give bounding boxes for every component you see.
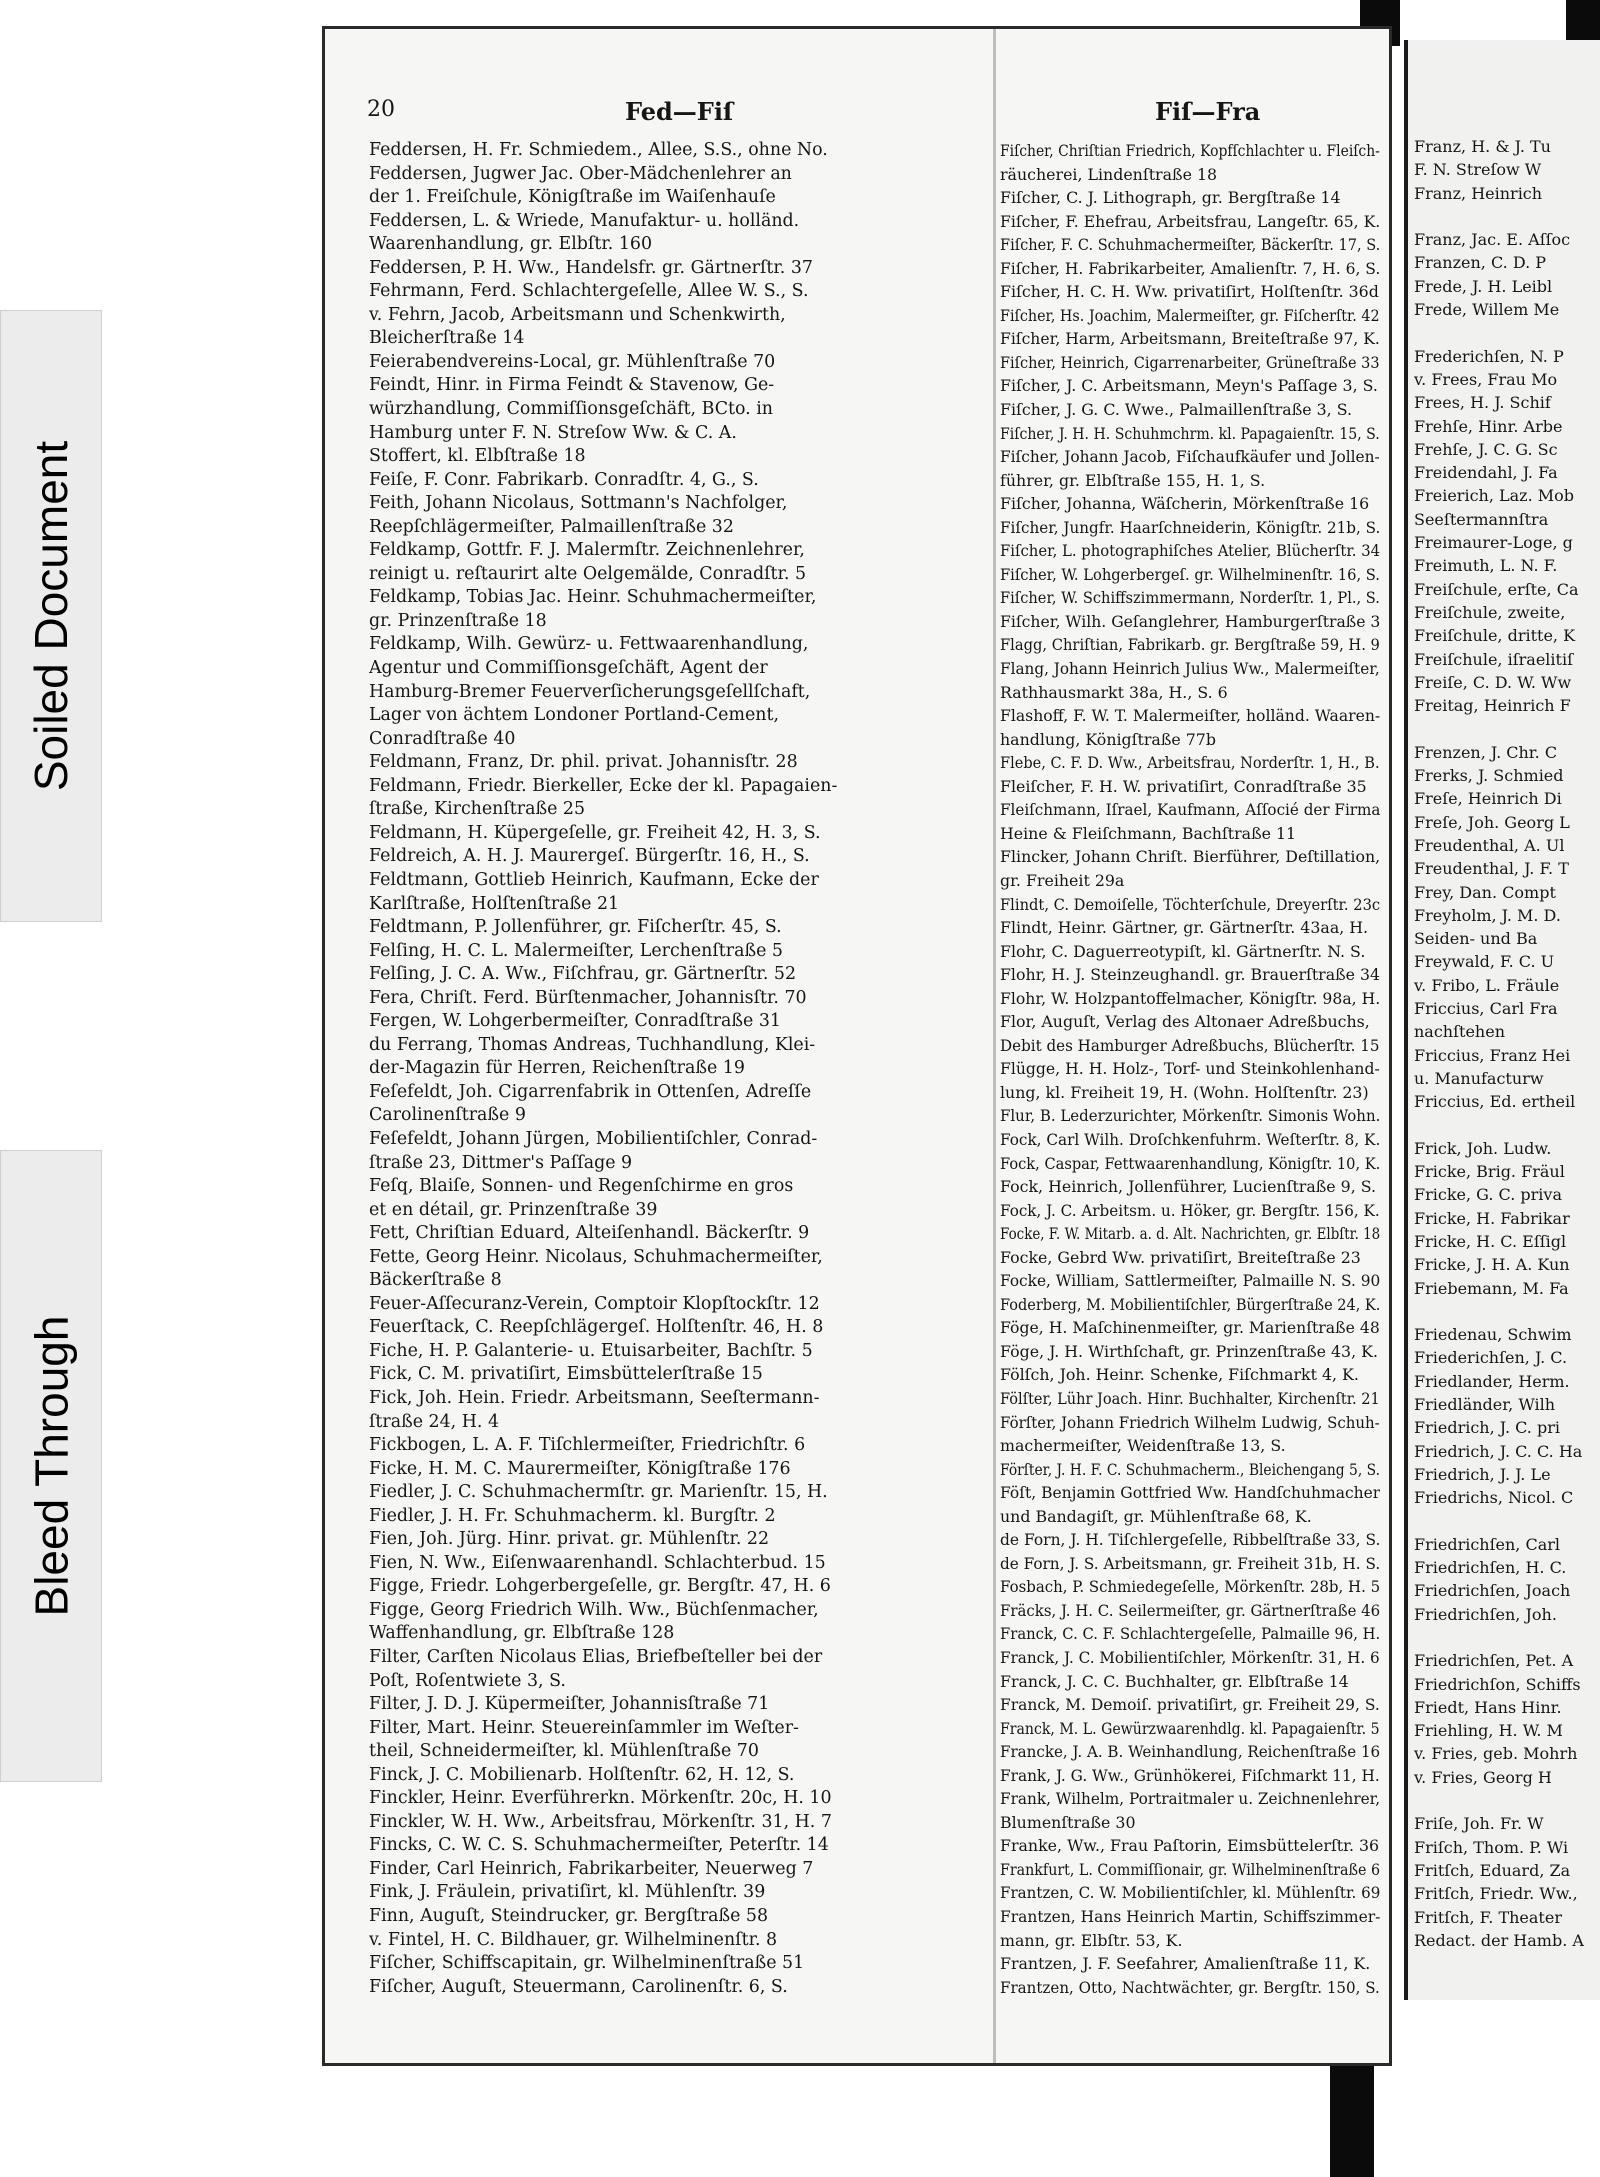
- directory-entry-line: Reepſchlägermeiſter, Palmaillenſtraße 32: [369, 516, 734, 537]
- directory-entry-line: Flashoff, F. W. T. Malermeiſter, holländ. Waaren-: [1000, 706, 1380, 726]
- directory-entry-line: de Forn, J. H. Tiſchlergeſelle, Ribbelſtraße 33, S.: [1000, 1530, 1380, 1550]
- directory-entry-line: Conradſtraße 40: [369, 728, 516, 749]
- directory-entry-line: et en détail, gr. Prinzenſtraße 39: [369, 1199, 658, 1220]
- directory-entry-line: Karlſtraße, Holſtenſtraße 21: [369, 893, 620, 914]
- directory-entry-line: Freyholm, J. M. D.: [1414, 905, 1561, 925]
- directory-entry-line: Franke, Ww., Frau Paſtorin, Eimsbüttelerſtr. 36: [1000, 1836, 1380, 1856]
- directory-entry-line: Fock, Heinrich, Jollenführer, Lucienſtraße 9, S.: [1000, 1177, 1377, 1197]
- directory-entry-line: Franck, J. C. Mobilientiſchler, Mörkenſtr. 31, H. 6: [1000, 1648, 1380, 1667]
- bleed-through-text: Bleed Through: [25, 1315, 77, 1617]
- directory-entry-line: der 1. Freiſchule, Königſtraße im Waiſenhauſe: [369, 187, 776, 208]
- directory-entry-line: Freierich, Laz. Mob: [1414, 486, 1575, 506]
- directory-entry-line: Fick, C. M. privatiſirt, Eimsbüttelerſtraße 15: [369, 1364, 763, 1385]
- directory-entry-line: und Bandagiſt, gr. Mühlenſtraße 68, K.: [1000, 1506, 1312, 1526]
- directory-entry-line: Stoffert, kl. Elbſtraße 18: [369, 446, 586, 467]
- directory-entry-line: [1414, 1510, 1600, 1533]
- directory-entry-line: lung, kl. Freiheit 19, H. (Wohn. Holſtenſtr. 23): [1000, 1082, 1369, 1102]
- directory-entry-line: Franz, Jac. E. Aſſoc: [1414, 230, 1571, 250]
- directory-entry-line: Fiſcher, F. Ehefrau, Arbeitsfrau, Langeſtr. 65, K.: [1000, 211, 1380, 231]
- directory-entry-line: Friedrichſen, H. C.: [1414, 1558, 1567, 1578]
- directory-entry-line: Freimuth, L. N. F.: [1414, 556, 1558, 576]
- directory-entry-line: [1414, 1113, 1600, 1136]
- directory-entry-line: Hamburg-Bremer Feuerverſicherungsgeſellſchaft,: [369, 681, 811, 702]
- directory-entry-line: Frantzen, J. F. Seefahrer, Amalienſtraße 11, K.: [1000, 1954, 1371, 1974]
- soiled-document-label: [0, 310, 102, 922]
- directory-entry-line: ſtraße, Kirchenſtraße 25: [369, 799, 586, 820]
- directory-entry-line: Fricke, H. C. Eſſigl: [1414, 1231, 1567, 1251]
- directory-entry-line: Fergen, W. Lohgerbermeiſter, Conradſtraße 31: [369, 1011, 781, 1032]
- directory-entry-line: [1414, 717, 1600, 740]
- directory-entry-line: Fien, Joh. Jürg. Hinr. privat. gr. Mühlenſtr. 22: [369, 1529, 770, 1550]
- directory-entry-line: Feldtmann, Gottlieb Heinrich, Kaufmann, Ecke der: [369, 869, 819, 890]
- directory-entry-line: Feddersen, P. H. Ww., Handelsfr. gr. Gärtnerſtr. 37: [369, 257, 813, 278]
- directory-entry-line: Fricke, Brig. Fräul: [1414, 1162, 1565, 1182]
- directory-entry-line: Fricke, G. C. priva: [1414, 1185, 1562, 1205]
- directory-entry-line: Feſefeldt, Johann Jürgen, Mobilientiſchler, Conrad-: [369, 1128, 818, 1149]
- directory-entry-line: Friccius, Carl Fra: [1414, 998, 1558, 1018]
- directory-entry-line: Fritſch, Eduard, Za: [1414, 1860, 1571, 1880]
- directory-entry-line: Fiſcher, Schiffscapitain, gr. Wilhelminenſtraße 51: [369, 1953, 805, 1974]
- directory-entry-line: Fiſcher, Harm, Arbeitsmann, Breiteſtraße 97, K.: [1000, 329, 1380, 349]
- directory-entry-line: Fink, J. Fräulein, privatiſirt, kl. Mühlenſtr. 39: [369, 1882, 766, 1903]
- directory-entry-line: Feldreich, A. H. J. Maurergeſ. Bürgerſtr. 16, H., S.: [369, 846, 810, 867]
- directory-entry-line: Freywald, F. C. U: [1414, 952, 1555, 972]
- directory-entry-line: Friedrich, J. J. Le: [1414, 1464, 1551, 1484]
- directory-entry-line: Fiſcher, W. Lohgerbergeſ. gr. Wilhelminenſtr. 16, S.: [1000, 564, 1380, 584]
- directory-entry-line: Fräcks, J. H. C. Seilermeiſter, gr. Gärtnerſtraße 46: [1000, 1600, 1380, 1620]
- directory-entry-line: der-Magazin für Herren, Reichenſtraße 19: [369, 1058, 745, 1079]
- directory-entry-line: Friedländer, Wilh: [1414, 1395, 1556, 1415]
- directory-entry-line: Fiſcher, Johann Jacob, Fiſchaufkäufer und Jollen-: [1000, 447, 1380, 467]
- directory-entry-line: Bäckerſtraße 8: [369, 1270, 502, 1291]
- directory-entry-line: Poſt, Roſentwiete 3, S.: [369, 1670, 566, 1691]
- directory-entry-line: Flohr, H. J. Steinzeughandl. gr. Brauerſtraße 34: [1000, 965, 1380, 985]
- directory-entry-line: räucherei, Lindenſtraße 18: [1000, 164, 1218, 184]
- directory-entry-line: handlung, Königſtraße 77b: [1000, 729, 1216, 749]
- directory-entry-line: Flebe, C. F. D. Ww., Arbeitsfrau, Norderſtr. 1, H., B.: [1000, 753, 1380, 773]
- directory-entry-line: Filter, Mart. Heinr. Steuereinſammler im Weſter-: [369, 1717, 799, 1738]
- directory-entry-line: Foderberg, M. Mobilientiſchler, Bürgerſtraße 24, K.: [1000, 1294, 1380, 1314]
- directory-entry-line: Feddersen, H. Fr. Schmiedem., Allee, S.S., ohne No.: [369, 140, 828, 160]
- directory-entry-line: Frehſe, J. C. G. Sc: [1414, 439, 1558, 459]
- directory-entry-line: Fiſcher, J. H. H. Schuhmchrm. kl. Papagaienſtr. 15, S.: [1000, 423, 1380, 443]
- directory-entry-line: Freitag, Heinrich F: [1414, 696, 1571, 716]
- directory-entry-line: de Forn, J. S. Arbeitsmann, gr. Freiheit 31b, H. S.: [1000, 1553, 1380, 1573]
- directory-entry-line: Frankfurt, L. Commiſſionair, gr. Wilhelminenſtraße 6: [1000, 1859, 1380, 1879]
- directory-entry-line: nachſtehen: [1414, 1022, 1506, 1042]
- directory-entry-line: gr. Prinzenſtraße 18: [369, 610, 547, 631]
- directory-entry-line: Fiſcher, C. J. Lithograph, gr. Bergſtraße 14: [1000, 188, 1341, 208]
- directory-entry-line: Seiden- und Ba: [1414, 929, 1538, 949]
- directory-entry-line: Franck, J. C. C. Buchhalter, gr. Elbſtraße 14: [1000, 1671, 1349, 1691]
- directory-entry-line: Ficke, H. M. C. Maurermeiſter, Königſtraße 176: [369, 1458, 791, 1479]
- directory-entry-line: Figge, Friedr. Lohgerbergeſelle, gr. Bergſtr. 47, H. 6: [369, 1576, 831, 1597]
- directory-entry-line: Fiche, H. P. Galanterie- u. Etuisarbeiter, Bachſtr. 5: [369, 1340, 813, 1361]
- directory-entry-line: Feſefeldt, Joh. Cigarrenfabrik in Ottenſen, Adreſſe: [369, 1081, 812, 1102]
- directory-entry-line: Debit des Hamburger Adreßbuchs, Blücherſtr. 15: [1000, 1035, 1380, 1055]
- directory-entry-line: u. Manufacturw: [1414, 1068, 1544, 1088]
- directory-entry-line: Rathhausmarkt 38a, H., S. 6: [1000, 682, 1228, 702]
- directory-entry-line: Filter, Carſten Nicolaus Elias, Briefbeſteller bei der: [369, 1647, 823, 1667]
- directory-entry-line: Flincker, Johann Chriſt. Bierführer, Deſtillation,: [1000, 847, 1380, 867]
- adjacent-page-column: [1408, 135, 1600, 1952]
- directory-entry-line: Flohr, W. Holzpantoffelmacher, Königſtr. 98a, H.: [1000, 988, 1380, 1008]
- directory-column-right: [1000, 139, 1380, 1999]
- directory-entry-line: Feindt, Hinr. in Firma Feindt & Stavenow, Ge-: [369, 375, 775, 396]
- directory-entry-line: Franck, M. L. Gewürzwaarenhdlg. kl. Papagaienſtr. 5: [1000, 1718, 1380, 1738]
- directory-entry-line: Fiſcher, Auguſt, Steuermann, Carolinenſtr. 6, S.: [369, 1976, 788, 1997]
- directory-entry-line: Flagg, Chriſtian, Fabrikarb. gr. Bergſtraße 59, H. 9: [1000, 635, 1380, 655]
- directory-entry-line: Finder, Carl Heinrich, Fabrikarbeiter, Neuerweg 7: [369, 1858, 814, 1879]
- directory-entry-line: Flindt, Heinr. Gärtner, gr. Gärtnerſtr. 43aa, H.: [1000, 918, 1369, 938]
- directory-entry-line: Feddersen, Jugwer Jac. Ober-Mädchenlehrer an: [369, 163, 792, 184]
- directory-entry-line: Franzen, C. D. P: [1414, 253, 1547, 273]
- directory-entry-line: Felſing, H. C. L. Malermeiſter, Lerchenſtraße 5: [369, 940, 783, 961]
- directory-entry-line: [1414, 1789, 1600, 1812]
- directory-entry-line: Frerks, J. Schmied: [1414, 766, 1564, 786]
- directory-entry-line: Frehſe, Hinr. Arbe: [1414, 416, 1563, 436]
- directory-entry-line: Fiſcher, L. photographiſches Atelier, Blücherſtr. 34: [1000, 541, 1380, 561]
- directory-entry-line: Finn, Auguſt, Steindrucker, gr. Bergſtraße 58: [369, 1906, 769, 1927]
- directory-entry-line: Frede, Willem Me: [1414, 300, 1560, 320]
- directory-entry-line: Feldmann, Franz, Dr. phil. privat. Johannisſtr. 28: [369, 752, 798, 773]
- directory-entry-line: führer, gr. Elbſtraße 155, H. 1, S.: [1000, 470, 1266, 490]
- directory-entry-line: Fiſcher, Chriſtian Friedrich, Kopfſchlachter u. Fleiſch-: [1000, 141, 1380, 160]
- directory-entry-line: Focke, Gebrd Ww. privatiſirt, Breiteſtraße 23: [1000, 1247, 1361, 1267]
- directory-entry-line: Feldkamp, Gottfr. F. J. Malermſtr. Zeichnenlehrer,: [369, 540, 805, 561]
- directory-entry-line: Fock, J. C. Arbeitsm. u. Höker, gr. Bergſtr. 156, K.: [1000, 1200, 1380, 1220]
- directory-entry-line: Flindt, C. Demoiſelle, Töchterſchule, Dreyerſtr. 23c: [1000, 894, 1380, 914]
- directory-entry-line: Förſter, J. H. F. C. Schuhmacherm., Bleichengang 5, S.: [1000, 1459, 1380, 1479]
- directory-entry-line: Fölſch, Joh. Heinr. Schenke, Fiſchmarkt 4, K.: [1000, 1365, 1359, 1385]
- directory-entry-line: F. N. Streſow W: [1414, 160, 1542, 180]
- directory-entry-line: Finck, J. C. Mobilienarb. Holſtenſtr. 62, H. 12, S.: [369, 1764, 795, 1785]
- directory-entry-line: Fiedler, J. C. Schuhmachermſtr. gr. Marienſtr. 15, H.: [369, 1482, 828, 1503]
- directory-entry-line: Frey, Dan. Compt: [1414, 882, 1556, 902]
- directory-entry-line: Fock, Caspar, Fettwaarenhandlung, Königſtr. 10, K.: [1000, 1153, 1380, 1173]
- scanned-page: [322, 26, 1392, 2066]
- directory-entry-line: Frederichſen, N. P: [1414, 346, 1564, 366]
- directory-entry-line: Freudenthal, J. F. T: [1414, 859, 1569, 879]
- directory-entry-line: Flohr, C. Daguerreotypiſt, kl. Gärtnerſtr. N. S.: [1000, 941, 1366, 961]
- directory-entry-line: Fickbogen, L. A. F. Tiſchlermeiſter, Friedrichſtr. 6: [369, 1435, 806, 1456]
- directory-entry-line: Hamburg unter F. N. Streſow Ww. & C. A.: [369, 422, 737, 443]
- directory-entry-line: Carolinenſtraße 9: [369, 1105, 526, 1126]
- directory-entry-line: Freidendahl, J. Fa: [1414, 463, 1558, 483]
- directory-entry-line: Feldmann, H. Küpergeſelle, gr. Freiheit 42, H. 3, S.: [369, 822, 821, 843]
- directory-entry-line: Freudenthal, A. Ul: [1414, 835, 1565, 855]
- directory-entry-line: v. Frees, Frau Mo: [1414, 369, 1558, 389]
- directory-entry-line: mann, gr. Elbſtr. 53, K.: [1000, 1930, 1183, 1950]
- running-head-right: Fiſ—Fra: [1155, 97, 1261, 126]
- directory-entry-line: Fick, Joh. Hein. Friedr. Arbeitsmann, Seeſtermann-: [369, 1387, 820, 1408]
- directory-entry-line: Freiſe, C. D. W. Ww: [1414, 672, 1572, 692]
- directory-entry-line: Felſing, J. C. A. Ww., Fiſchfrau, gr. Gärtnerſtr. 52: [369, 964, 797, 985]
- directory-entry-line: Friederichſen, J. C.: [1414, 1348, 1568, 1368]
- directory-entry-line: Friedrichs, Nicol. C: [1414, 1488, 1574, 1508]
- directory-entry-line: Feith, Johann Nicolaus, Sottmann's Nachfolger,: [369, 493, 788, 514]
- directory-entry-line: Friebemann, M. Fa: [1414, 1278, 1569, 1298]
- directory-entry-line: Freſe, Joh. Georg L: [1414, 812, 1570, 832]
- directory-entry-line: v. Fribo, L. Fräule: [1414, 975, 1560, 995]
- directory-entry-line: [1414, 205, 1600, 228]
- directory-entry-line: Seeſtermannſtra: [1414, 509, 1549, 529]
- directory-entry-line: Frantzen, C. W. Mobilientiſchler, kl. Mühlenſtr. 69: [1000, 1883, 1380, 1903]
- page-number: 20: [367, 97, 395, 122]
- scan-edge-bar-top-right: [1566, 0, 1600, 40]
- directory-entry-line: Feiſe, F. Conr. Fabrikarb. Conradſtr. 4, G., S.: [369, 469, 759, 490]
- directory-entry-line: Freſe, Heinrich Di: [1414, 789, 1562, 809]
- directory-entry-line: Focke, F. W. Mitarb. a. d. Alt. Nachrichten, gr. Elbſtr. 18: [1000, 1224, 1380, 1244]
- directory-entry-line: Föſt, Benjamin Gottfried Ww. Handſchuhmacher: [1000, 1483, 1380, 1503]
- directory-entry-line: gr. Freiheit 29a: [1000, 870, 1125, 890]
- directory-entry-line: Fiſcher, Jungfr. Haarſchneiderin, Königſtr. 21b, S.: [1000, 517, 1380, 537]
- directory-entry-line: Förſter, Johann Friedrich Wilhelm Ludwig, Schuh-: [1000, 1412, 1380, 1432]
- directory-entry-line: Frick, Joh. Ludw.: [1414, 1138, 1552, 1158]
- directory-entry-line: Agentur und Commiſſionsgeſchäft, Agent der: [369, 658, 768, 679]
- directory-entry-line: Friſe, Joh. Fr. W: [1414, 1814, 1544, 1834]
- directory-entry-line: Fiſcher, Hs. Joachim, Malermeiſter, gr. Fiſcherſtr. 42: [1000, 305, 1380, 325]
- directory-entry-line: Fölſter, Lühr Joach. Hinr. Buchhalter, Kirchenſtr. 21: [1000, 1388, 1380, 1408]
- directory-column-left: [369, 139, 999, 1999]
- directory-entry-line: Fiſcher, Wilh. Geſanglehrer, Hamburgerſtraße 3: [1000, 611, 1380, 631]
- directory-entry-line: Frantzen, Hans Heinrich Martin, Schiffszimmer-: [1000, 1907, 1380, 1927]
- directory-entry-line: Frank, Wilhelm, Portraitmaler u. Zeichnenlehrer,: [1000, 1789, 1380, 1809]
- directory-entry-line: Frees, H. J. Schif: [1414, 393, 1551, 413]
- directory-entry-line: Franz, Heinrich: [1414, 183, 1543, 203]
- directory-entry-line: Frank, J. G. Ww., Grünhökerei, Fiſchmarkt 11, H.: [1000, 1765, 1380, 1785]
- directory-entry-line: Föge, J. H. Wirthſchaft, gr. Prinzenſtraße 43, K.: [1000, 1341, 1378, 1361]
- directory-entry-line: ſtraße 24, H. 4: [369, 1411, 500, 1432]
- directory-entry-line: Friedt, Hans Hinr.: [1414, 1697, 1562, 1717]
- directory-entry-line: Fiſcher, J. C. Arbeitsmann, Meyn's Paſſage 3, S.: [1000, 376, 1378, 396]
- directory-entry-line: Feuerſtack, C. Reepſchlägergeſ. Holſtenſtr. 46, H. 8: [369, 1317, 824, 1338]
- directory-entry-line: v. Fries, geb. Mohrh: [1414, 1744, 1578, 1764]
- directory-entry-line: Flügge, H. H. Holz-, Torf- und Steinkohlenhand-: [1000, 1059, 1380, 1079]
- directory-entry-line: Fleiſcher, F. H. W. privatiſirt, Conradſtraße 35: [1000, 776, 1367, 796]
- adjacent-page-fragment: [1404, 40, 1600, 2000]
- directory-entry-line: Flur, B. Lederzurichter, Mörkenſtr. Simonis Wohn.: [1000, 1106, 1380, 1126]
- directory-entry-line: Bleicherſtraße 14: [369, 328, 525, 349]
- directory-entry-line: Frantzen, Otto, Nachtwächter, gr. Bergſtr. 150, S.: [1000, 1977, 1380, 1997]
- directory-entry-line: Feddersen, L. & Wriede, Manufaktur- u. holländ.: [369, 210, 800, 231]
- directory-entry-line: Feſq, Blaiſe, Sonnen- und Regenſchirme en gros: [369, 1176, 794, 1197]
- directory-entry-line: du Ferrang, Thomas Andreas, Tuchhandlung, Klei-: [369, 1034, 816, 1055]
- directory-entry-line: Fosbach, P. Schmiedegeſelle, Mörkenſtr. 28b, H. 5: [1000, 1577, 1380, 1597]
- directory-entry-line: Fritſch, Friedr. Ww.,: [1414, 1884, 1578, 1904]
- directory-entry-line: Fiſcher, Heinrich, Cigarrenarbeiter, Grüneſtraße 33: [1000, 352, 1380, 372]
- directory-entry-line: v. Fries, Georg H: [1414, 1767, 1552, 1787]
- directory-entry-line: Finckler, Heinr. Everführerkn. Mörkenſtr. 20c, H. 10: [369, 1788, 832, 1809]
- directory-entry-line: v. Fehrn, Jacob, Arbeitsmann und Schenkwirth,: [369, 304, 786, 325]
- directory-entry-line: Freimaurer-Loge, g: [1414, 533, 1573, 553]
- directory-entry-line: Flor, Auguſt, Verlag des Altonaer Adreßbuchs,: [1000, 1012, 1370, 1032]
- directory-entry-line: [1414, 1626, 1600, 1649]
- directory-entry-line: Freiſchule, erſte, Ca: [1414, 579, 1579, 599]
- directory-entry-line: Flang, Johann Heinrich Julius Ww., Malermeiſter,: [1000, 659, 1380, 679]
- directory-entry-line: Fera, Chriſt. Ferd. Bürſtenmacher, Johannisſtr. 70: [369, 987, 807, 1008]
- directory-entry-line: Fiſcher, F. C. Schuhmachermeiſter, Bäckerſtr. 17, S.: [1000, 235, 1380, 255]
- directory-entry-line: Friedrich, J. C. pri: [1414, 1418, 1560, 1438]
- directory-entry-line: Blumenſtraße 30: [1000, 1812, 1136, 1832]
- directory-entry-line: Feldkamp, Wilh. Gewürz- u. Fettwaarenhandlung,: [369, 634, 809, 655]
- directory-entry-line: Friccius, Ed. ertheil: [1414, 1092, 1576, 1112]
- directory-entry-line: Freiſchule, zweite,: [1414, 602, 1566, 622]
- directory-entry-line: Focke, William, Sattlermeiſter, Palmaille N. S. 90: [1000, 1271, 1380, 1291]
- directory-entry-line: Feldkamp, Tobias Jac. Heinr. Schuhmachermeiſter,: [369, 587, 817, 608]
- directory-entry-line: Fincks, C. W. C. S. Schuhmachermeiſter, Peterſtr. 14: [369, 1835, 829, 1856]
- directory-entry-line: würzhandlung, Commiſſionsgeſchäft, BCto. in: [369, 399, 773, 420]
- directory-entry-line: Fiedler, J. H. Fr. Schuhmacherm. kl. Burgſtr. 2: [369, 1505, 776, 1526]
- directory-entry-line: Feuer-Aſſecuranz-Verein, Comptoir Klopſtockſtr. 12: [369, 1293, 820, 1314]
- directory-entry-line: Friedlander, Herm.: [1414, 1371, 1570, 1391]
- directory-entry-line: Fien, N. Ww., Eiſenwaarenhandl. Schlachterbud. 15: [369, 1552, 826, 1573]
- directory-entry-line: reinigt u. reſtaurirt alte Oelgemälde, Conradſtr. 5: [369, 563, 807, 584]
- directory-entry-line: ſtraße 23, Dittmer's Paſſage 9: [369, 1152, 633, 1173]
- directory-entry-line: Fiſcher, H. Fabrikarbeiter, Amalienſtr. 7, H. 6, S.: [1000, 258, 1380, 278]
- directory-entry-line: Friſch, Thom. P. Wi: [1414, 1837, 1569, 1857]
- directory-entry-line: Frenzen, J. Chr. C: [1414, 742, 1558, 762]
- directory-entry-line: Redact. der Hamb. A: [1414, 1930, 1584, 1950]
- directory-entry-line: Friedrichſon, Schiffs: [1414, 1674, 1581, 1694]
- directory-entry-line: Fiſcher, W. Schiffszimmermann, Norderſtr. 1, Pl., S.: [1000, 588, 1380, 608]
- directory-entry-line: Feldmann, Friedr. Bierkeller, Ecke der kl. Papagaien-: [369, 775, 838, 796]
- directory-entry-line: Filter, J. D. J. Küpermeiſter, Johannisſtraße 71: [369, 1694, 770, 1715]
- directory-entry-line: Franck, M. Demoiſ. privatiſirt, gr. Freiheit 29, S.: [1000, 1695, 1380, 1715]
- directory-entry-line: Waarenhandlung, gr. Elbſtr. 160: [369, 234, 653, 255]
- directory-entry-line: Friedrichſen, Joh.: [1414, 1604, 1557, 1624]
- directory-entry-line: Friedrichſen, Joach: [1414, 1581, 1571, 1601]
- soiled-document-text: Soiled Document: [25, 440, 77, 792]
- directory-entry-line: Frede, J. H. Leibl: [1414, 276, 1553, 296]
- directory-entry-line: Fiſcher, J. G. C. Wwe., Palmaillenſtraße 3, S.: [1000, 400, 1352, 420]
- directory-entry-line: Friccius, Franz Hei: [1414, 1045, 1571, 1065]
- directory-entry-line: [1414, 321, 1600, 344]
- directory-entry-line: Fette, Georg Heinr. Nicolaus, Schuhmachermeiſter,: [369, 1246, 823, 1267]
- directory-entry-line: Figge, Georg Friedrich Wilh. Ww., Büchſenmacher,: [369, 1599, 819, 1620]
- directory-entry-line: Fricke, J. H. A. Kun: [1414, 1255, 1570, 1275]
- directory-entry-line: Fiſcher, H. C. H. Ww. privatiſirt, Holſtenſtr. 36d: [1000, 282, 1379, 302]
- bleed-through-label: [0, 1150, 102, 1782]
- directory-entry-line: Fleiſchmann, Iſrael, Kaufmann, Aſſocié der Firma: [1000, 800, 1380, 820]
- directory-entry-line: Friedenau, Schwim: [1414, 1325, 1572, 1345]
- directory-entry-line: Heine & Fleiſchmann, Bachſtraße 11: [1000, 823, 1297, 843]
- directory-entry-line: Fritſch, F. Theater: [1414, 1907, 1562, 1927]
- directory-entry-line: Franck, C. C. F. Schlachtergeſelle, Palmaille 96, H.: [1000, 1624, 1380, 1644]
- directory-entry-line: Friedrich, J. C. C. Ha: [1414, 1441, 1583, 1461]
- directory-entry-line: v. Fintel, H. C. Bildhauer, gr. Wilhelminenſtr. 8: [369, 1929, 778, 1950]
- running-head-left: Fed—Fiſ: [625, 97, 734, 126]
- directory-entry-line: Francke, J. A. B. Weinhandlung, Reichenſtraße 16: [1000, 1742, 1380, 1762]
- directory-entry-line: Feldtmann, P. Jollenführer, gr. Fiſcherſtr. 45, S.: [369, 917, 782, 938]
- directory-entry-line: Fehrmann, Ferd. Schlachtergeſelle, Allee W. S., S.: [369, 281, 809, 302]
- directory-entry-line: [1414, 1300, 1600, 1323]
- directory-entry-line: Freiſchule, iſraelitiſ: [1414, 649, 1573, 669]
- directory-entry-line: Fricke, H. Fabrikar: [1414, 1208, 1570, 1228]
- directory-entry-line: Freiſchule, dritte, K: [1414, 626, 1576, 646]
- directory-entry-line: machermeiſter, Weidenſtraße 13, S.: [1000, 1436, 1286, 1456]
- directory-entry-line: theil, Schneidermeiſter, kl. Mühlenſtraße 70: [369, 1741, 759, 1762]
- directory-entry-line: Friedrichſen, Carl: [1414, 1534, 1561, 1554]
- directory-entry-line: Fiſcher, Johanna, Wäſcherin, Mörkenſtraße 16: [1000, 494, 1370, 514]
- directory-entry-line: Friehling, H. W. M: [1414, 1721, 1563, 1741]
- directory-entry-line: Franz, H. & J. Tu: [1414, 137, 1551, 156]
- directory-entry-line: Friedrichſen, Pet. A: [1414, 1651, 1574, 1671]
- directory-entry-line: Waffenhandlung, gr. Elbſtraße 128: [369, 1623, 675, 1644]
- directory-entry-line: Lager von ächtem Londoner Portland-Cement,: [369, 705, 779, 726]
- directory-entry-line: Föge, H. Maſchinenmeiſter, gr. Marienſtraße 48: [1000, 1318, 1380, 1338]
- directory-entry-line: Fett, Chriſtian Eduard, Alteiſenhandl. Bäckerſtr. 9: [369, 1223, 810, 1244]
- directory-entry-line: Feierabendvereins-Local, gr. Mühlenſtraße 70: [369, 351, 776, 372]
- directory-entry-line: Finckler, W. H. Ww., Arbeitsfrau, Mörkenſtr. 31, H. 7: [369, 1811, 832, 1832]
- directory-entry-line: Fock, Carl Wilh. Droſchkenfuhrm. Weſterſtr. 8, K.: [1000, 1129, 1380, 1149]
